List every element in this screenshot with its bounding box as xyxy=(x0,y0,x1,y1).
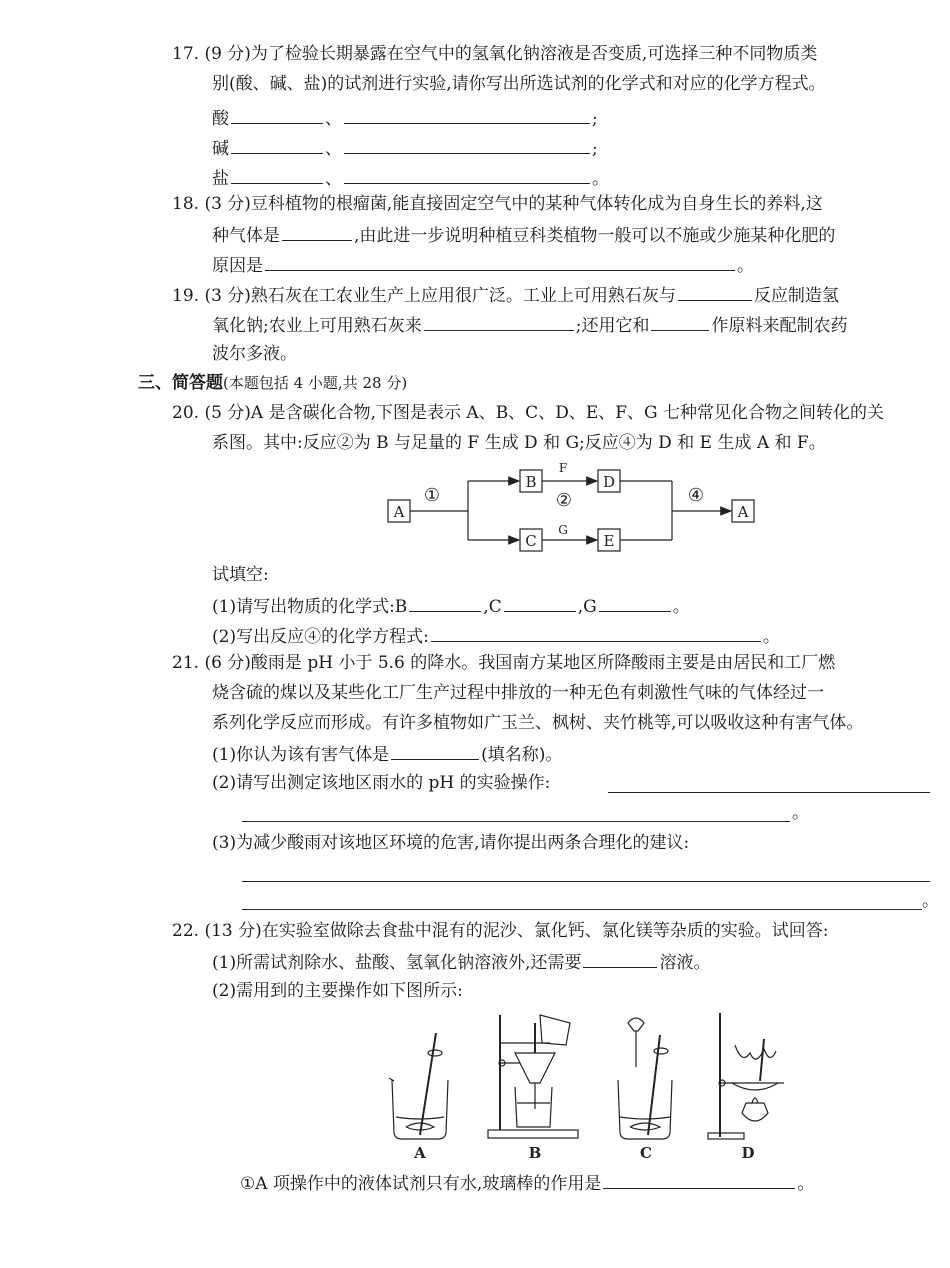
q19-line2 xyxy=(212,312,847,338)
q19-react-blank[interactable] xyxy=(678,282,752,301)
q17-salt-equation-blank[interactable] xyxy=(344,165,590,184)
q22-reagent-blank[interactable] xyxy=(583,949,657,968)
q20-conversion-diagram xyxy=(380,455,770,555)
q19-line3: 波尔多液。 xyxy=(212,344,297,364)
q21-sub3: (3)为减少酸雨对该地区环境的危害,请你提出两条合理化的建议: xyxy=(212,833,690,853)
q19-line1b: 反应制造氢 xyxy=(753,286,839,306)
q20-sub1c: ,G xyxy=(577,597,597,617)
q17-salt-sep: 、 xyxy=(325,169,342,189)
diagram-label-a-right: A xyxy=(737,503,749,521)
apparatus-label-c: C xyxy=(640,1144,652,1162)
q20-c-blank[interactable] xyxy=(504,593,576,612)
q17-base-row xyxy=(212,135,598,161)
diagram-label-a-left: A xyxy=(393,503,405,521)
q19-line2a: 氧化钠;农业上可用熟石灰来 xyxy=(212,316,422,336)
diagram-reaction-4: ④ xyxy=(687,485,705,506)
q22-apparatus-figure xyxy=(380,1005,790,1165)
q17-salt-row xyxy=(212,165,609,191)
q20-fill-prompt: 试填空: xyxy=(212,565,269,585)
q22-sub1b: 溶液。 xyxy=(659,953,711,973)
q20-b-blank[interactable] xyxy=(409,593,481,612)
q21-sub3-blank-2[interactable] xyxy=(242,909,922,910)
q19-use-blank[interactable] xyxy=(424,312,574,331)
q17-salt-end: 。 xyxy=(592,169,609,189)
q22-sub2: (2)需用到的主要操作如下图所示: xyxy=(212,981,463,1001)
q17-base-end: ; xyxy=(592,139,598,159)
q18-reason-blank[interactable] xyxy=(265,252,735,271)
apparatus-label-a: A xyxy=(414,1144,426,1162)
q20-line2: 系图。其中:反应②为 B 与足量的 F 生成 D 和 G;反应④为 D 和 E 生成 A 和 F。 xyxy=(212,433,826,453)
diagram-label-f: F xyxy=(558,461,568,475)
q17-acid-formula-blank[interactable] xyxy=(231,105,323,124)
q21-line2: 烧含硫的煤以及某些化工厂生产过程中排放的一种无色有刺激性气味的气体经过一 xyxy=(212,683,824,703)
q20-sub1 xyxy=(212,593,690,619)
q21-line3: 系列化学反应而形成。有许多植物如广玉兰、枫树、夹竹桃等,可以吸收这种有害气体。 xyxy=(212,713,864,733)
q21-sub1 xyxy=(212,741,562,767)
q18-line3 xyxy=(212,252,754,278)
diagram-label-b: B xyxy=(525,473,537,491)
q18-line2a: 种气体是 xyxy=(212,226,280,246)
diagram-label-e: E xyxy=(603,532,615,550)
q20-equation-blank[interactable] xyxy=(431,623,761,642)
section3-title: 三、简答题 xyxy=(138,373,223,393)
q17-acid-sep: 、 xyxy=(325,109,342,129)
q18-line1: 18. (3 分)豆科植物的根瘤菌,能直接固定空气中的某种气体转化成为自身生长的养料,这 xyxy=(172,194,823,214)
q21-sub2: (2)请写出测定该地区雨水的 pH 的实验操作: xyxy=(212,773,551,793)
diagram-label-g: G xyxy=(558,523,568,537)
q18-line2 xyxy=(212,222,835,248)
q21-sub2-end: 。 xyxy=(792,803,809,823)
q17-acid-row xyxy=(212,105,598,131)
q22-line1: 22. (13 分)在实验室做除去食盐中混有的泥沙、氯化钙、氯化镁等杂质的实验。试回答: xyxy=(172,921,829,941)
q21-gas-blank[interactable] xyxy=(391,741,479,760)
q22-rod-function-blank[interactable] xyxy=(603,1170,795,1189)
q17-base-sep: 、 xyxy=(325,139,342,159)
apparatus-a-dissolving xyxy=(389,1033,448,1139)
section3-heading xyxy=(138,371,407,395)
q20-sub2a: (2)写出反应④的化学方程式: xyxy=(212,627,429,647)
q20-sub1d: 。 xyxy=(672,597,690,617)
q17-base-label: 碱 xyxy=(212,139,229,159)
q18-line3a: 原因是 xyxy=(212,256,263,276)
apparatus-label-b: B xyxy=(528,1144,542,1162)
q18-line3b: 。 xyxy=(737,256,754,276)
q19-line2c: 作原料来配制农药 xyxy=(711,316,848,336)
q22-sub1a: (1)所需试剂除水、盐酸、氢氧化钠溶液外,还需要 xyxy=(212,953,582,973)
q17-acid-equation-blank[interactable] xyxy=(344,105,590,124)
q21-sub3-blank-1[interactable] xyxy=(242,881,930,882)
diagram-label-d: D xyxy=(602,473,616,491)
q17-acid-label: 酸 xyxy=(212,109,229,129)
q17-base-formula-blank[interactable] xyxy=(231,135,323,154)
q17-base-equation-blank[interactable] xyxy=(344,135,590,154)
q18-gas-blank[interactable] xyxy=(282,222,352,241)
q20-g-blank[interactable] xyxy=(599,593,671,612)
q17-acid-end: ; xyxy=(592,109,598,129)
section3-note: (本题包括 4 小题,共 28 分) xyxy=(223,374,408,392)
q21-sub1a: (1)你认为该有害气体是 xyxy=(212,745,390,765)
apparatus-label-d: D xyxy=(741,1144,755,1162)
q20-line1: 20. (5 分)A 是含碳化合物,下图是表示 A、B、C、D、E、F、G 七种常见化合物之间转化的关 xyxy=(172,403,885,423)
q22-sub3a: ①A 项操作中的液体试剂只有水,玻璃棒的作用是 xyxy=(240,1174,602,1194)
q22-sub1 xyxy=(212,949,710,975)
q22-sub3 xyxy=(240,1170,814,1196)
q17-salt-label: 盐 xyxy=(212,169,229,189)
apparatus-c-adding-reagent xyxy=(618,1018,672,1139)
q19-line1 xyxy=(172,282,839,308)
q20-sub1b: ,C xyxy=(483,597,502,617)
q20-sub1a: (1)请写出物质的化学式:B xyxy=(212,597,408,617)
q21-sub1b: (填名称)。 xyxy=(481,745,563,765)
q22-sub3b: 。 xyxy=(797,1174,815,1194)
q20-sub2 xyxy=(212,623,780,649)
q17-line1: 17. (9 分)为了检验长期暴露在空气中的氢氧化钠溶液是否变质,可选择三种不同物质类 xyxy=(172,44,818,64)
q20-sub2b: 。 xyxy=(762,627,780,647)
diagram-reaction-1: ① xyxy=(423,485,441,506)
q19-material-blank[interactable] xyxy=(651,312,709,331)
q21-line1: 21. (6 分)酸雨是 pH 小于 5.6 的降水。我国南方某地区所降酸雨主要是由居民和工厂燃 xyxy=(172,653,836,673)
q19-line2b: ;还用它和 xyxy=(575,316,650,336)
apparatus-d-evaporation xyxy=(708,1013,784,1139)
diagram-reaction-2: ② xyxy=(555,490,573,511)
q19-line1a: 19. (3 分)熟石灰在工农业生产上应用很广泛。工业上可用熟石灰与 xyxy=(172,286,676,306)
diagram-label-c: C xyxy=(525,532,537,550)
q17-salt-formula-blank[interactable] xyxy=(231,165,323,184)
q21-sub2-blank-1[interactable] xyxy=(608,792,930,793)
q21-sub2-blank-2[interactable] xyxy=(242,821,790,822)
q17-line2: 别(酸、碱、盐)的试剂进行实验,请你写出所选试剂的化学式和对应的化学方程式。 xyxy=(212,74,826,94)
q21-sub3-end: 。 xyxy=(922,891,939,911)
q18-line2b: ,由此进一步说明种植豆科类植物一般可以不施或少施某种化肥的 xyxy=(354,226,836,246)
apparatus-b-filtration xyxy=(488,1015,578,1138)
